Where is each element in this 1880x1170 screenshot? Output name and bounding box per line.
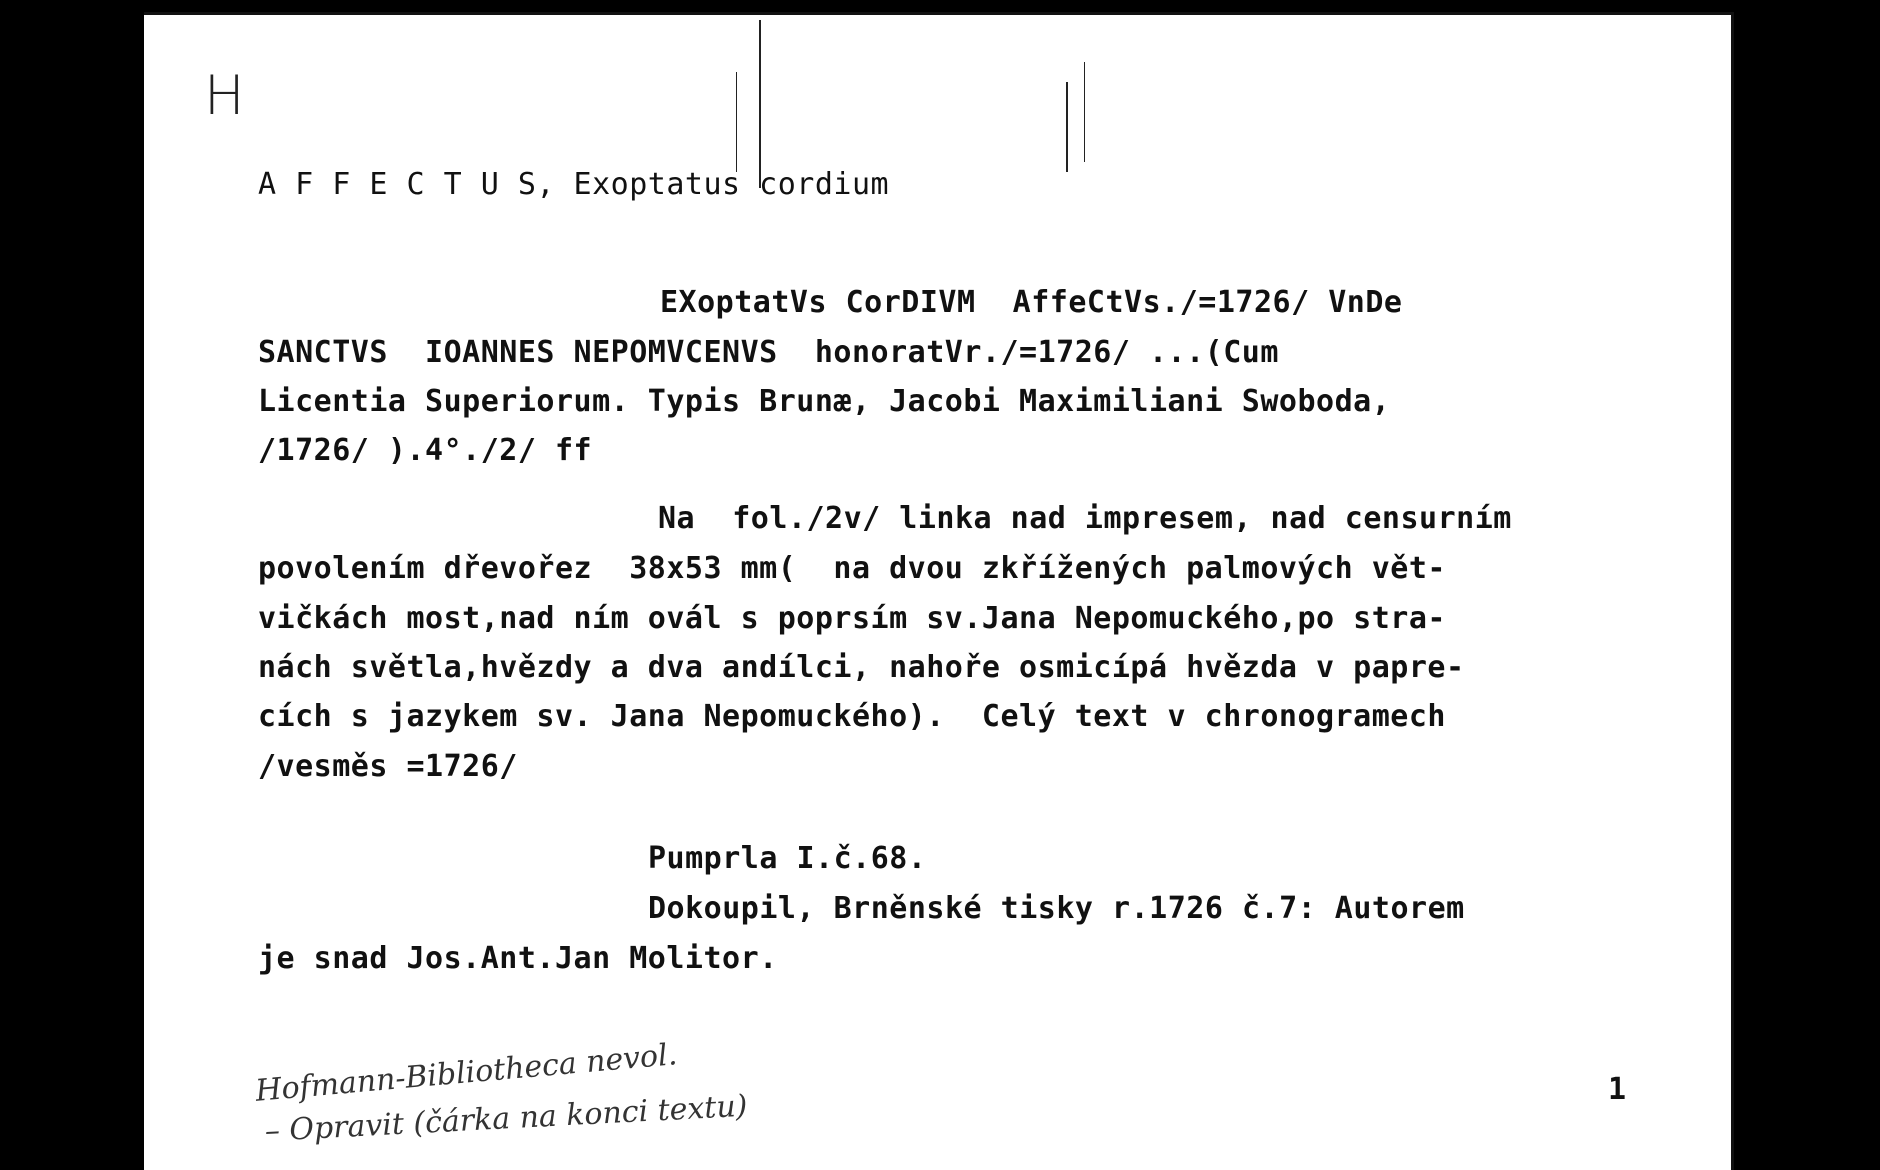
- title-line: A F F E C T U S, Exoptatus cordium: [258, 167, 890, 202]
- reference-line: je snad Jos.Ant.Jan Molitor.: [258, 941, 778, 976]
- margin-mark: H: [204, 64, 245, 127]
- description-line: Na fol./2v/ linka nad impresem, nad censurním: [658, 501, 1512, 536]
- description-line: nách světla,hvězdy a dva andílci, nahoře osmicípá hvězda v papre-: [258, 650, 1465, 685]
- handwritten-note-line: – Opravit (čárka na konci textu): [264, 1088, 749, 1149]
- description-line: /vesměs =1726/: [258, 749, 518, 784]
- description-line: cích s jazykem sv. Jana Nepomuckého). Celý text v chronogramech: [258, 699, 1446, 734]
- reference-line: Pumprla I.č.68.: [648, 841, 927, 876]
- chronogram-line: /1726/ ).4°./2/ ff: [258, 433, 593, 468]
- pencil-tick: [736, 72, 737, 172]
- handwritten-note-line: Hofmann-Bibliotheca nevol.: [254, 1037, 679, 1109]
- description-line: povolením dřevořez 38x53 mm( na dvou zkřížených palmových vět-: [258, 551, 1446, 586]
- pencil-tick: [759, 20, 761, 188]
- pencil-tick: [1066, 82, 1068, 172]
- description-line: vičkách most,nad ním ovál s poprsím sv.Jana Nepomuckého,po stra-: [258, 601, 1446, 636]
- reference-line: Dokoupil, Brněnské tisky r.1726 č.7: Autorem: [648, 891, 1465, 926]
- chronogram-line: Licentia Superiorum. Typis Brunæ, Jacobi Maximiliani Swoboda,: [258, 384, 1391, 419]
- card-right-edge: [1731, 12, 1734, 1170]
- page-number: 1: [1607, 1072, 1626, 1107]
- card-top-edge: [144, 12, 1734, 15]
- chronogram-line: SANCTVS IOANNES NEPOMVCENVS honoratVr./=1726/ ...(Cum: [258, 335, 1279, 370]
- pencil-tick: [1084, 62, 1085, 162]
- catalog-card: [144, 12, 1734, 1170]
- chronogram-line: EXoptatVs CorDIVM AffeCtVs./=1726/ VnDe: [660, 285, 1403, 320]
